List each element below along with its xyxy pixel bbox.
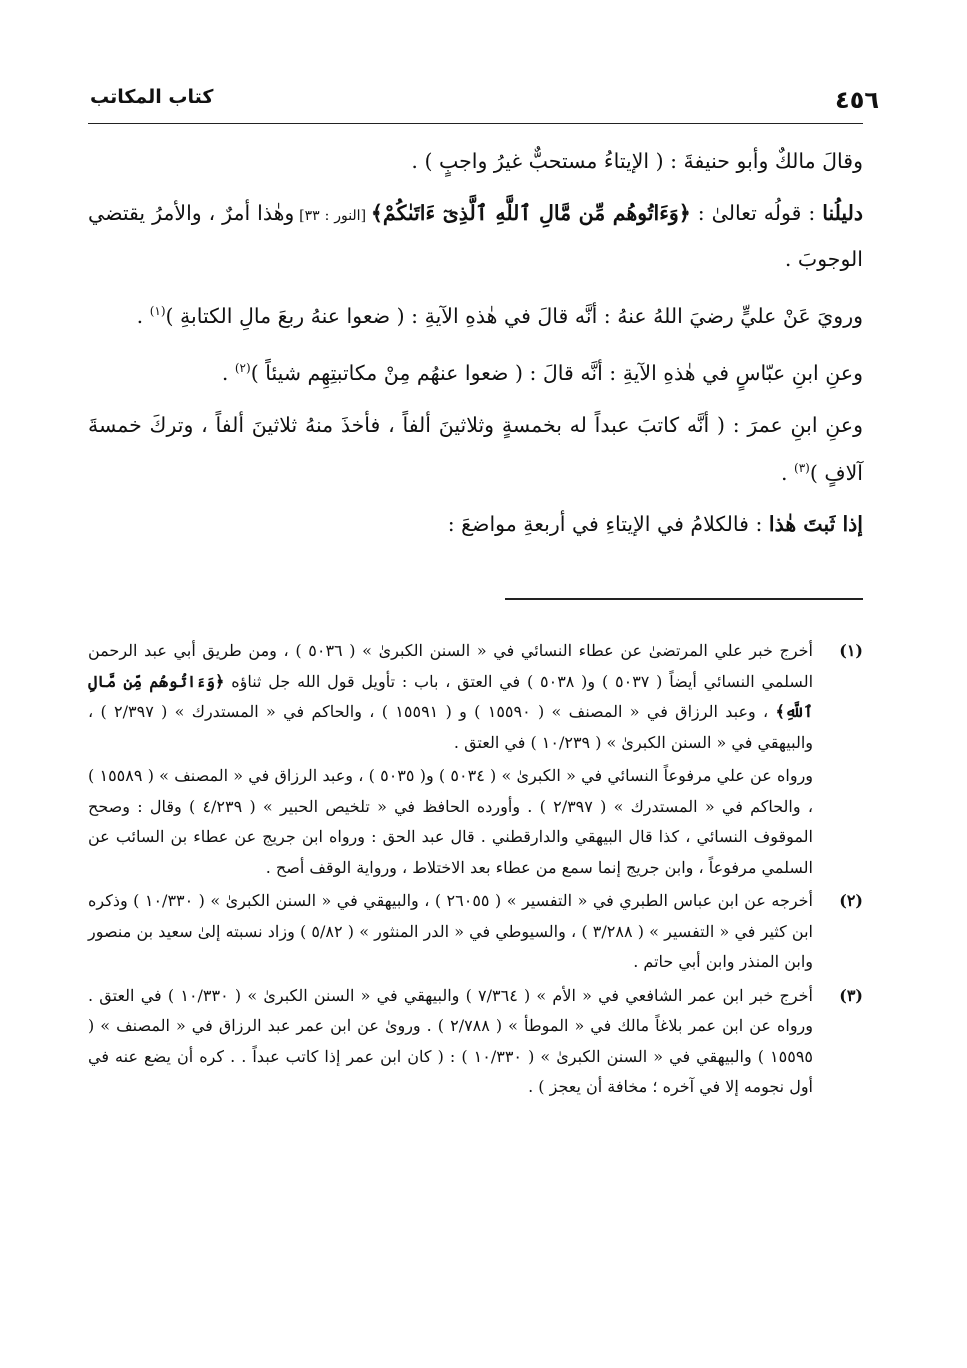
para6-text: : فالكلامُ في الإيتاءِ في أربعةِ مواضعَ : bbox=[447, 512, 769, 537]
footnote-2 bbox=[88, 886, 863, 978]
footnote-mark-2: (٢) bbox=[839, 891, 863, 910]
para2-intro: : قولُه تعالىٰ : bbox=[690, 201, 823, 225]
footnote-ref-2[interactable]: (٢) bbox=[234, 360, 251, 375]
footnote-2-text: أخرجه عن ابن عباس الطبري في « التفسير » ( ٢٦٠٥٥ ) ، والبيهقي في « السنن الكبرىٰ » ( ١٠/٣٣٠ ) وذكره ابن كثير في « التفسير » ( ٣/٢٨٨ ) ، والسيوطي في « الدر المنثور » ( ٥/٨٢ ) وزاد نسبته إلىٰ سعيد بن منصور وابن المنذر وابن أبي حاتم . bbox=[88, 891, 814, 971]
footnote-1-verse: ﴿وَءَاتُوهُم مِّن مَّالِ ٱللَّهِ﴾ bbox=[88, 671, 814, 721]
para5-text: وعنِ ابنِ عمرَ : ( أنَّه كاتبَ عبداً له بخمسةٍ وثلاثينَ ألفاً ، فأخذَ منهُ ثلاثينَ ألفاً ، وتركَ خمسةَ آلافٍ ) bbox=[88, 412, 863, 485]
paragraph-1 bbox=[88, 140, 863, 183]
header-rule bbox=[88, 123, 863, 124]
footnote-ref-1[interactable]: (١) bbox=[149, 304, 166, 318]
footnotes bbox=[88, 636, 863, 1106]
para4-end: . bbox=[221, 360, 235, 385]
footnote-3 bbox=[88, 981, 863, 1103]
para5-end: . bbox=[780, 460, 795, 485]
para6-lead: إذا ثَبتَ هٰذا bbox=[768, 512, 863, 537]
main-text bbox=[88, 140, 863, 555]
page-number: ٤٥٦ bbox=[835, 86, 879, 114]
paragraph-3 bbox=[88, 290, 863, 338]
footnote-mark-1: (١) bbox=[839, 641, 863, 660]
footnote-separator bbox=[505, 598, 863, 600]
footnote-1-para-1 bbox=[88, 636, 813, 758]
chapter-title: كتاب المكاتب bbox=[90, 86, 214, 108]
para4-text: وعنِ ابنِ عبّاسٍ في هٰذهِ الآيةِ : أنَّه قالَ : ( ضعوا عنهُم مِنْ مكاتبتِهِم شيئاً ) bbox=[250, 360, 863, 385]
verse-reference: [النور : ٣٣] bbox=[294, 208, 371, 224]
footnote-ref-3[interactable]: (٣) bbox=[794, 460, 810, 475]
paragraph-6 bbox=[88, 503, 863, 546]
para3-end: . bbox=[136, 303, 150, 328]
footnote-1-text-a: أخرج خبر علي المرتضىٰ عن عطاء النسائي في « السنن الكبرىٰ » ( ٥٠٣٦ ) ، ومن طريق أبي عبد الرحمن السلمي النسائي أيضاً ( ٥٠٣٧ ) و( ٥٠٣٨ ) في العتق ، باب : تأويل قول الله جل ثناؤه bbox=[88, 641, 814, 691]
para1-text: وقالَ مالكٌ وأبو حنيفةَ : ( الإيتاءُ مستحبٌّ غيرُ واجبٍ ) . bbox=[411, 149, 863, 173]
footnote-3-text: أخرج خبر ابن عمر الشافعي في « الأم » ( ٧/٣٦٤ ) والبيهقي في « السنن الكبرىٰ » ( ١٠/٣٣٠ ) في العتق . ورواه عن ابن عمر بلاغاً مالك في « الموطأ » ( ٢/٧٨٨ ) . وروىٰ عن ابن عمر عبد الرزاق في « المصنف » ( ١٥٥٩٥ ) والبيهقي في « السنن الكبرىٰ » ( ١٠/٣٣٠ ) : ( كان ابن عمر إذا كاتب عبداً . . كره أن يضع عنه في أول نجومه إلا في آخره ؛ مخافة أن يعجز ) . bbox=[88, 985, 814, 1096]
paragraph-4 bbox=[88, 347, 863, 395]
quran-verse: ﴿وَءَاتُوهُم مِّن مَّالِ ٱللَّهِ ٱلَّذِىٓ ءَاتَىٰكُمْ﴾ bbox=[370, 201, 691, 225]
footnote-1-para-2: ورواه عن علي مرفوعاً النسائي في « الكبرىٰ » ( ٥٠٣٤ ) و( ٥٠٣٥ ) ، وعبد الرزاق في « المصنف » ( ١٥٥٨٩ ) ، والحاكم في « المستدرك » ( ٢/٣٩٧ ) . وأورده الحافظ في « تلخيص الحبير » ( ٤/٢٣٩ ) وقال : وصحح الموقوف النسائي ، كذا قال البيهقي والدارقطني . قال عبد الحق : ورواه ابن جريج عن عطاء بن السائب عن السلمي مرفوعاً ، وابن جريج إنما سمع من عطاء بعد الاختلاط ، ورواية الوقف أصح . bbox=[88, 766, 814, 877]
footnote-1 bbox=[88, 636, 863, 883]
footnote-1-text-b: ، وعبد الرزاق في « المصنف » ( ١٥٥٩٠ ) و ( ١٥٥٩١ ) ، والحاكم في « المستدرك » ( ٢/٣٩٧ ) ، والبيهقي في « السنن الكبرىٰ » ( ١٠/٢٣٩ ) في العتق . bbox=[88, 702, 813, 752]
para2-rest: وهٰذا أمرٌ ، والأمرُ يقتضي الوجوبَ . bbox=[88, 201, 863, 271]
para3-text: ورويَ عَنْ عليٍّ رضيَ اللهُ عنهُ : أنَّه قالَ في هٰذهِ الآيةِ : ( ضعوا عنهُ ربعَ مالِ الكتابةِ ) bbox=[165, 303, 863, 328]
paragraph-2 bbox=[88, 192, 863, 281]
footnote-mark-3: (٣) bbox=[839, 985, 863, 1005]
paragraph-5 bbox=[88, 404, 863, 495]
para2-lead: دليلُنا bbox=[822, 201, 863, 225]
